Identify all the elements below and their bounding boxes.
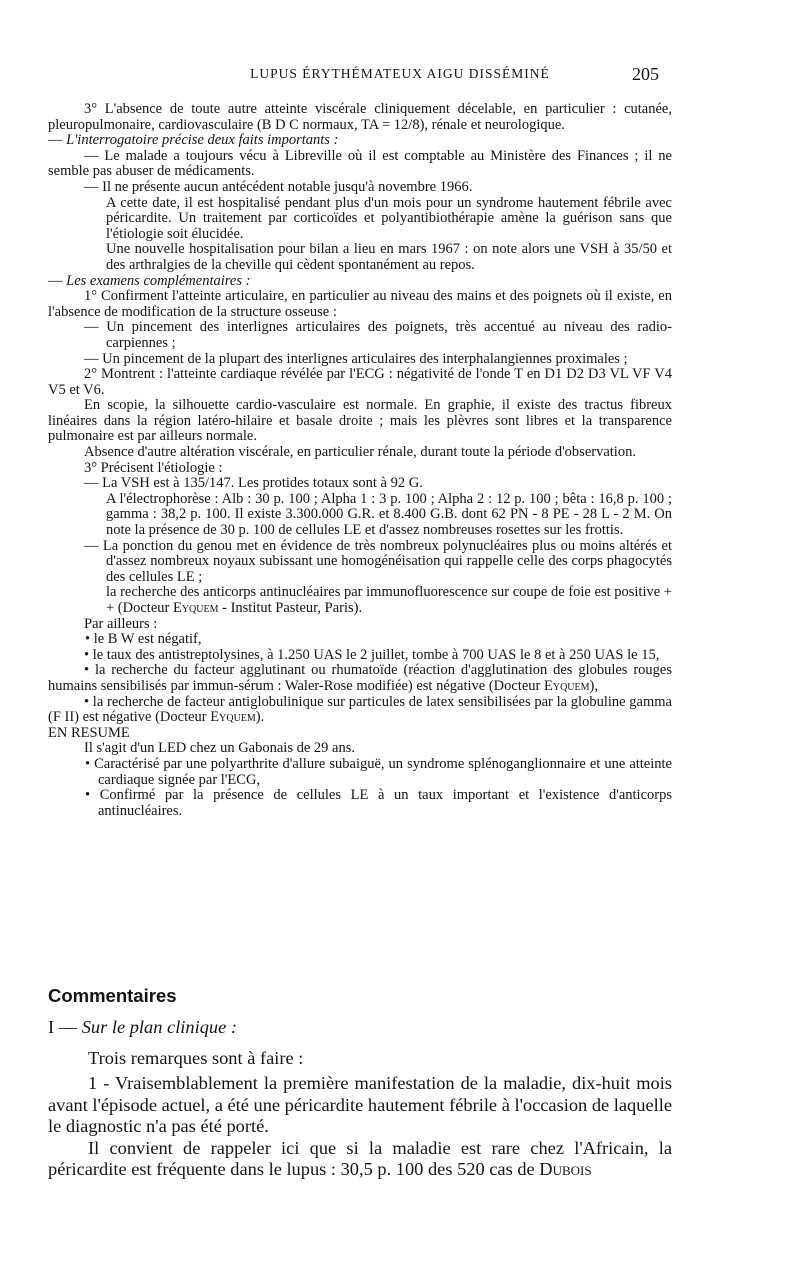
section-heading-text: Sur le plan clinique : xyxy=(81,1017,237,1037)
subsection-heading xyxy=(48,274,672,290)
section-heading xyxy=(48,1017,672,1039)
bullet-item: • Confirmé par la présence de cellules LE à un taux important et l'existence d'anticorps antinucléaires. xyxy=(85,787,672,819)
paragraph: 3° L'absence de toute autre atteinte viscérale cliniquement décelable, en particulier : cutanée, pleuropulmonaire, cardiovasculaire (B D C normaux, TA = 12/8), rénale et neurologique. xyxy=(48,101,672,133)
case-report-body xyxy=(48,102,672,819)
page-header xyxy=(0,66,800,88)
author-name: Eyquem xyxy=(543,677,590,694)
text-run: ), xyxy=(589,677,598,694)
running-title: LUPUS ÉRYTHÉMATEUX AIGU DISSÉMINÉ xyxy=(250,66,550,81)
list-item: — La ponction du genou met en évidence de très nombreux polynucléaires plus ou moins altérés et d'assez nombreux noyaux subissant une homogénéisation qui rappelle celle des corps phagocytés des cellules LE ; xyxy=(84,537,672,585)
paragraph: 1 - Vraisemblablement la première manifestation de la maladie, dix-huit mois avant l'épisode actuel, a été une péricardite hautement fébrile à l'occasion de laquelle le diagnostic n'a pas été porté. xyxy=(48,1073,672,1136)
paragraph: A cette date, il est hospitalisé pendant plus d'un mois pour un syndrome hautement fébrile avec péricardite. Un traitement par corticoïdes et polyantibiothérapie amène la guérison sans que l'étiologie soit élucidée. xyxy=(106,194,672,242)
author-name: Dubois xyxy=(539,1159,592,1179)
section-title: Commentaires xyxy=(48,985,177,1006)
subsection-heading-text: Les examens complémentaires : xyxy=(66,272,251,289)
bullet-item xyxy=(48,663,672,694)
dash: — xyxy=(48,132,67,149)
paragraph: — Il ne présente aucun antécédent notable jusqu'à novembre 1966. xyxy=(84,178,473,195)
paragraph: Absence d'autre altération viscérale, en particulier rénale, durant toute la période d'observation. xyxy=(84,444,636,461)
paragraph: Il s'agit d'un LED chez un Gabonais de 29 ans. xyxy=(84,740,355,757)
paragraph: 2° Montrent : l'atteinte cardiaque révélée par l'ECG : négativité de l'onde T en D1 D2 D3 VL VF V4 V5 et V6. xyxy=(48,366,672,398)
text-run: Il convient de rappeler ici que si la maladie est rare chez l'Africain, la péricardite est fréquente dans le lupus : 30,5 p. 100 des 520 cas de xyxy=(48,1137,672,1179)
paragraph: 1° Confirment l'atteinte articulaire, en particulier au niveau des mains et des poignets où il existe, en l'absence de modification de la structure osseuse : xyxy=(48,288,672,320)
author-name: Eyquem xyxy=(172,600,219,616)
paragraph: En scopie, la silhouette cardio-vasculaire est normale. En graphie, il existe des tractus fibreux linéaires dans la région latéro-hilaire et basale droite ; mais les plèvres sont libres et la transparence pulmonaire est par ailleurs normale. xyxy=(48,397,672,445)
paragraph xyxy=(48,1138,672,1181)
list-item: — Un pincement de la plupart des interlignes articulaires des interphalangiennes proximales ; xyxy=(84,350,628,367)
text-run: • la recherche de facteur antiglobulinique sur particules de latex sensibilisées par la globuline gamma (F II) est négative (Docteur xyxy=(48,693,672,726)
bullet-item xyxy=(48,695,672,726)
text-run: - Institut Pasteur, Paris). xyxy=(218,600,363,616)
paragraph: Une nouvelle hospitalisation pour bilan a lieu en mars 1967 : on note alors une VSH à 35/50 et des arthralgies de la cheville qui cèdent spontanément au repos. xyxy=(106,241,672,273)
resume-heading: EN RESUME xyxy=(48,724,130,741)
text-run: la recherche des anticorps antinucléaires par immunofluorescence sur coupe de foie est positive + + (Docteur xyxy=(106,584,672,616)
paragraph xyxy=(48,585,672,616)
subsection-heading-text: L'interrogatoire précise deux faits importants : xyxy=(66,132,339,149)
page-number: 205 xyxy=(632,64,659,84)
list-item: — La VSH est à 135/147. Les protides totaux sont à 92 G. xyxy=(84,475,423,492)
bullet-item: • le taux des antistreptolysines, à 1.250 UAS le 2 juillet, tombe à 700 UAS le 8 et à 250 UAS le 15, xyxy=(84,646,660,663)
bullet-item: • le B W est négatif, xyxy=(85,631,202,648)
paragraph: Trois remarques sont à faire : xyxy=(88,1047,304,1068)
text-run: • la recherche du facteur agglutinant ou rhumatoïde (réaction d'agglutination des globules rouges humains sensibilisés par immun-sérum : Waler-Rose modifiée) est négative (Docteur xyxy=(48,662,672,694)
paragraph: — Le malade a toujours vécu à Libreville où il est comptable au Ministère des Finances ; il ne semble pas abuser de médicaments. xyxy=(48,147,672,180)
paragraph: A l'électrophorèse : Alb : 30 p. 100 ; Alpha 1 : 3 p. 100 ; Alpha 2 : 12 p. 100 ; bêta : 16,8 p. 100 ; gamma : 38,2 p. 100. Il existe 3.300.000 G.R. et 8.400 G.B. dont 62 PN - 8 PE - 28 L - 2 M. On note la présence de 30 p. 100 de cellules LE et d'assez nombreuses rosettes sur les frottis. xyxy=(106,490,672,539)
subsection-heading xyxy=(48,133,672,149)
section-number: I — xyxy=(48,1017,82,1037)
commentaires-body xyxy=(48,1017,672,1181)
paragraph: Par ailleurs : xyxy=(84,615,158,632)
bullet-item: • Caractérisé par une polyarthrite d'allure subaiguë, un syndrome splénoganglionnaire et une atteinte cardiaque signée par l'ECG, xyxy=(85,755,672,788)
dash: — xyxy=(48,272,67,289)
text-run: ). xyxy=(255,709,265,726)
paragraph: 3° Précisent l'étiologie : xyxy=(84,459,223,476)
author-name: Eyquem xyxy=(210,709,256,726)
list-item: — Un pincement des interlignes articulaires des poignets, très accentué au niveau des radio-carpiennes ; xyxy=(84,319,672,351)
